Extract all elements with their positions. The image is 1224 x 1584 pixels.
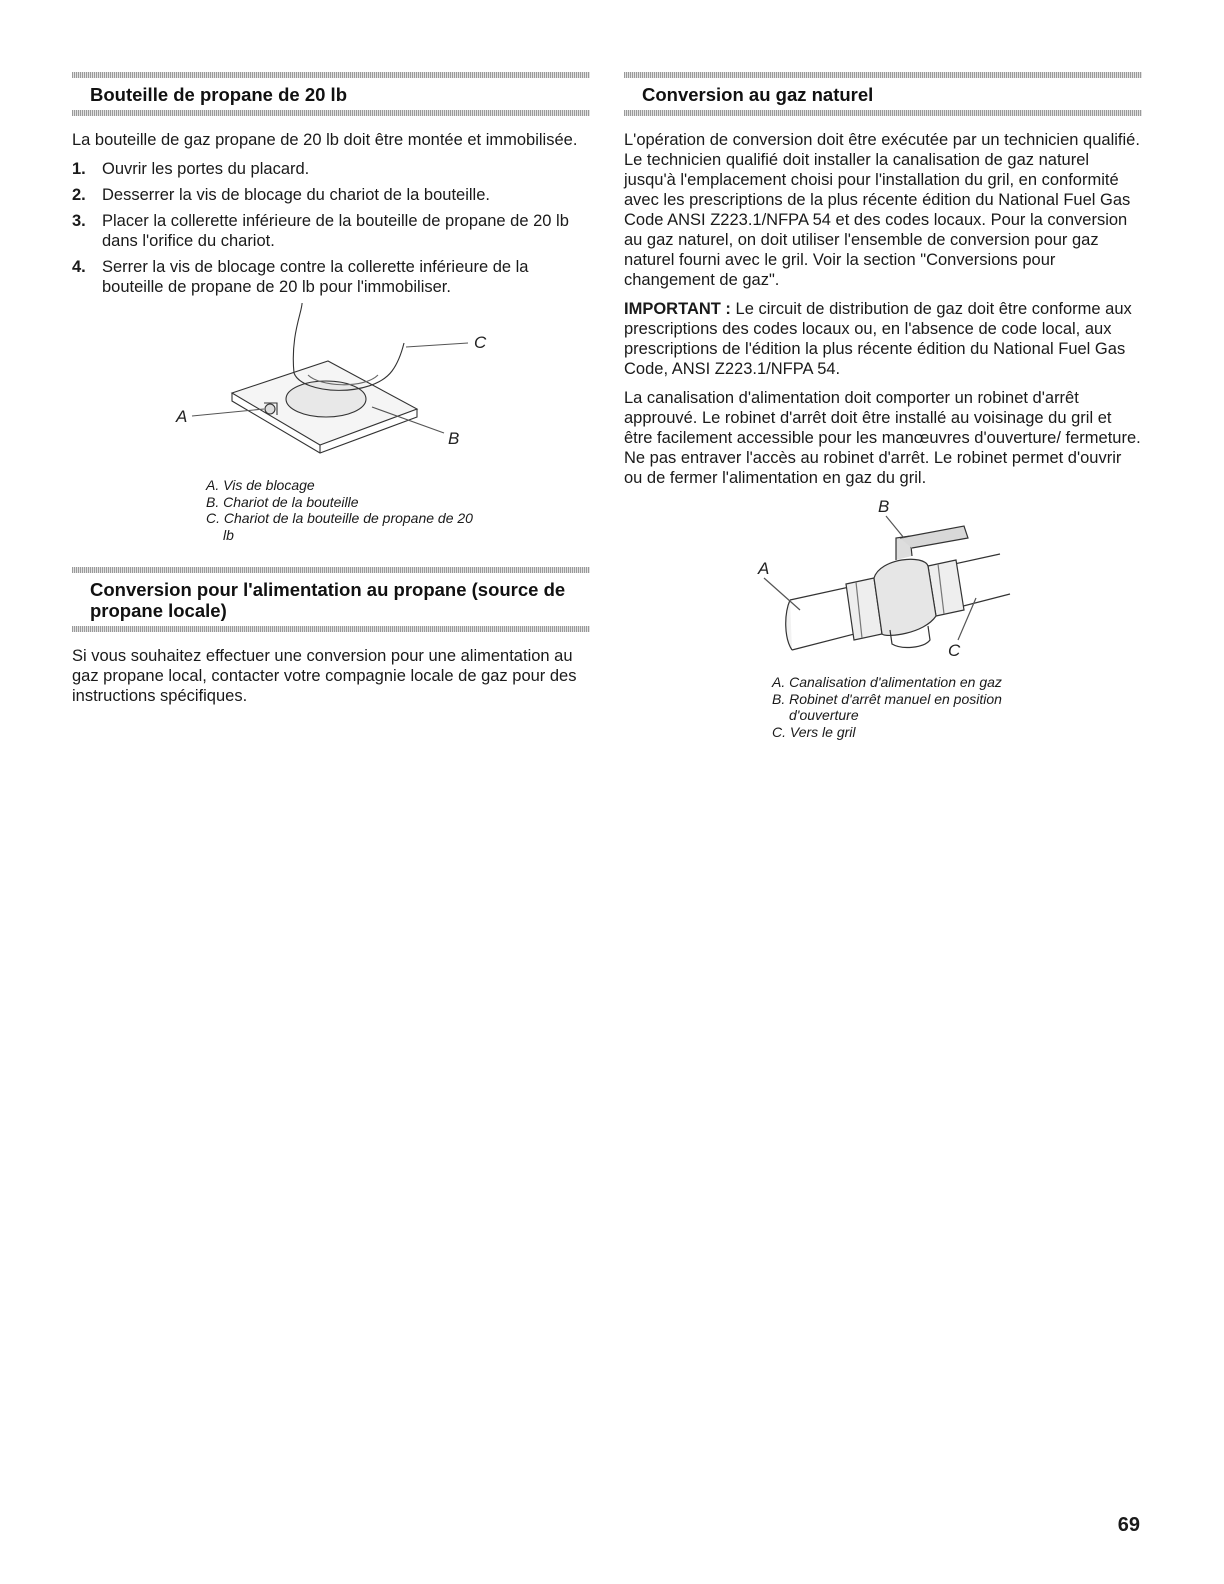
propane-tank-figure xyxy=(72,303,590,473)
intro-paragraph: La bouteille de gaz propane de 20 lb doit être montée et immobilisée. xyxy=(72,131,578,149)
figure-label-b: B xyxy=(448,429,460,448)
figure-caption xyxy=(206,477,476,543)
important-paragraph xyxy=(624,299,1142,379)
step-number: 4. xyxy=(72,258,86,276)
header-rule-bottom xyxy=(624,110,1142,116)
caption-item: C. Vers le gril xyxy=(772,723,856,740)
caption-item: A. Canalisation d'alimentation en gaz xyxy=(772,674,1002,690)
caption-item: A. Vis de blocage xyxy=(206,477,315,493)
left-column xyxy=(72,72,590,715)
local-propane-paragraph: Si vous souhaitez effectuer une conversion pour une alimentation au gaz propane local, contacter votre compagnie locale de gaz pour des instructions spécifiques. xyxy=(72,647,577,705)
shutoff-valve-paragraph: La canalisation d'alimentation doit comporter un robinet d'arrêt approuvé. Le robinet d'arrêt doit être installé au voisinage du gril et être facilement accessible pour les manœuvres d'ouverture/ fermeture. Ne pas entraver l'accès au robinet d'arrêt. Le robinet permet d'ouvrir ou de fermer l'alimentation en gaz du gril. xyxy=(624,389,1141,487)
caption-item: C. Chariot de la bouteille de propane de 20 lb xyxy=(206,510,473,543)
step-text: Serrer la vis de blocage contre la collerette inférieure de la bouteille de propane de 20 lb pour l'immobiliser. xyxy=(102,258,529,296)
right-column xyxy=(624,72,1142,740)
figure-label-b: B xyxy=(878,498,890,516)
steps-list xyxy=(72,159,590,297)
step-item xyxy=(72,257,590,297)
tank-cart-illustration xyxy=(72,303,590,473)
header-rule-bottom xyxy=(72,110,590,116)
step-text: Desserrer la vis de blocage du chariot de la bouteille. xyxy=(102,186,490,204)
section-title: Conversion au gaz naturel xyxy=(642,84,874,105)
page-number: 69 xyxy=(1117,1514,1140,1536)
figure-label-c: C xyxy=(474,333,487,352)
section-title: Bouteille de propane de 20 lb xyxy=(90,84,347,105)
section-header-propane-tank xyxy=(72,72,590,116)
step-number: 1. xyxy=(72,160,86,178)
important-text: Le circuit de distribution de gaz doit être conforme aux prescriptions des codes locaux ou, en l'absence de code local, aux prescriptions de l'édition la plus récente édition du National Fuel Gas Code, ANSI Z223.1/NFPA 54. xyxy=(624,300,1132,378)
conversion-paragraph: L'opération de conversion doit être exécutée par un technicien qualifié. Le technicien qualifié doit installer la canalisation de gaz naturel jusqu'à l'emplacement choisi pour l'installation du gril, en conformité avec les prescriptions de la plus récente édition du National Fuel Gas Code ANSI Z223.1/NFPA 54 et des codes locaux. Pour la conversion au gaz naturel, on doit utiliser l'ensemble de conversion pour gaz naturel fourni avec le gril. Voir la section "Conversions pour changement de gaz". xyxy=(624,131,1140,289)
figure-label-a: A xyxy=(758,559,770,578)
step-item xyxy=(72,159,590,179)
shutoff-valve-figure xyxy=(624,498,1142,668)
header-rule-top xyxy=(624,72,1142,78)
header-rule-top xyxy=(72,567,590,573)
step-text: Ouvrir les portes du placard. xyxy=(102,160,310,178)
step-number: 3. xyxy=(72,212,86,230)
section-header-natural-gas xyxy=(624,72,1142,116)
header-rule-bottom xyxy=(72,626,590,632)
step-number: 2. xyxy=(72,186,86,204)
step-item xyxy=(72,211,590,251)
figure-caption xyxy=(772,674,1052,740)
section-header-local-propane xyxy=(72,567,590,632)
important-label: IMPORTANT : xyxy=(624,300,731,318)
step-item xyxy=(72,185,590,205)
step-text: Placer la collerette inférieure de la bouteille de propane de 20 lb dans l'orifice du chariot. xyxy=(102,212,569,250)
gas-valve-illustration xyxy=(624,498,1142,668)
figure-label-c: C xyxy=(948,641,961,660)
header-rule-top xyxy=(72,72,590,78)
section-title: Conversion pour l'alimentation au propane (source de propane locale) xyxy=(90,579,566,621)
caption-item: B. Chariot de la bouteille xyxy=(206,493,359,510)
figure-label-a: A xyxy=(176,407,188,426)
caption-item: B. Robinet d'arrêt manuel en position d'ouverture xyxy=(772,690,1002,723)
